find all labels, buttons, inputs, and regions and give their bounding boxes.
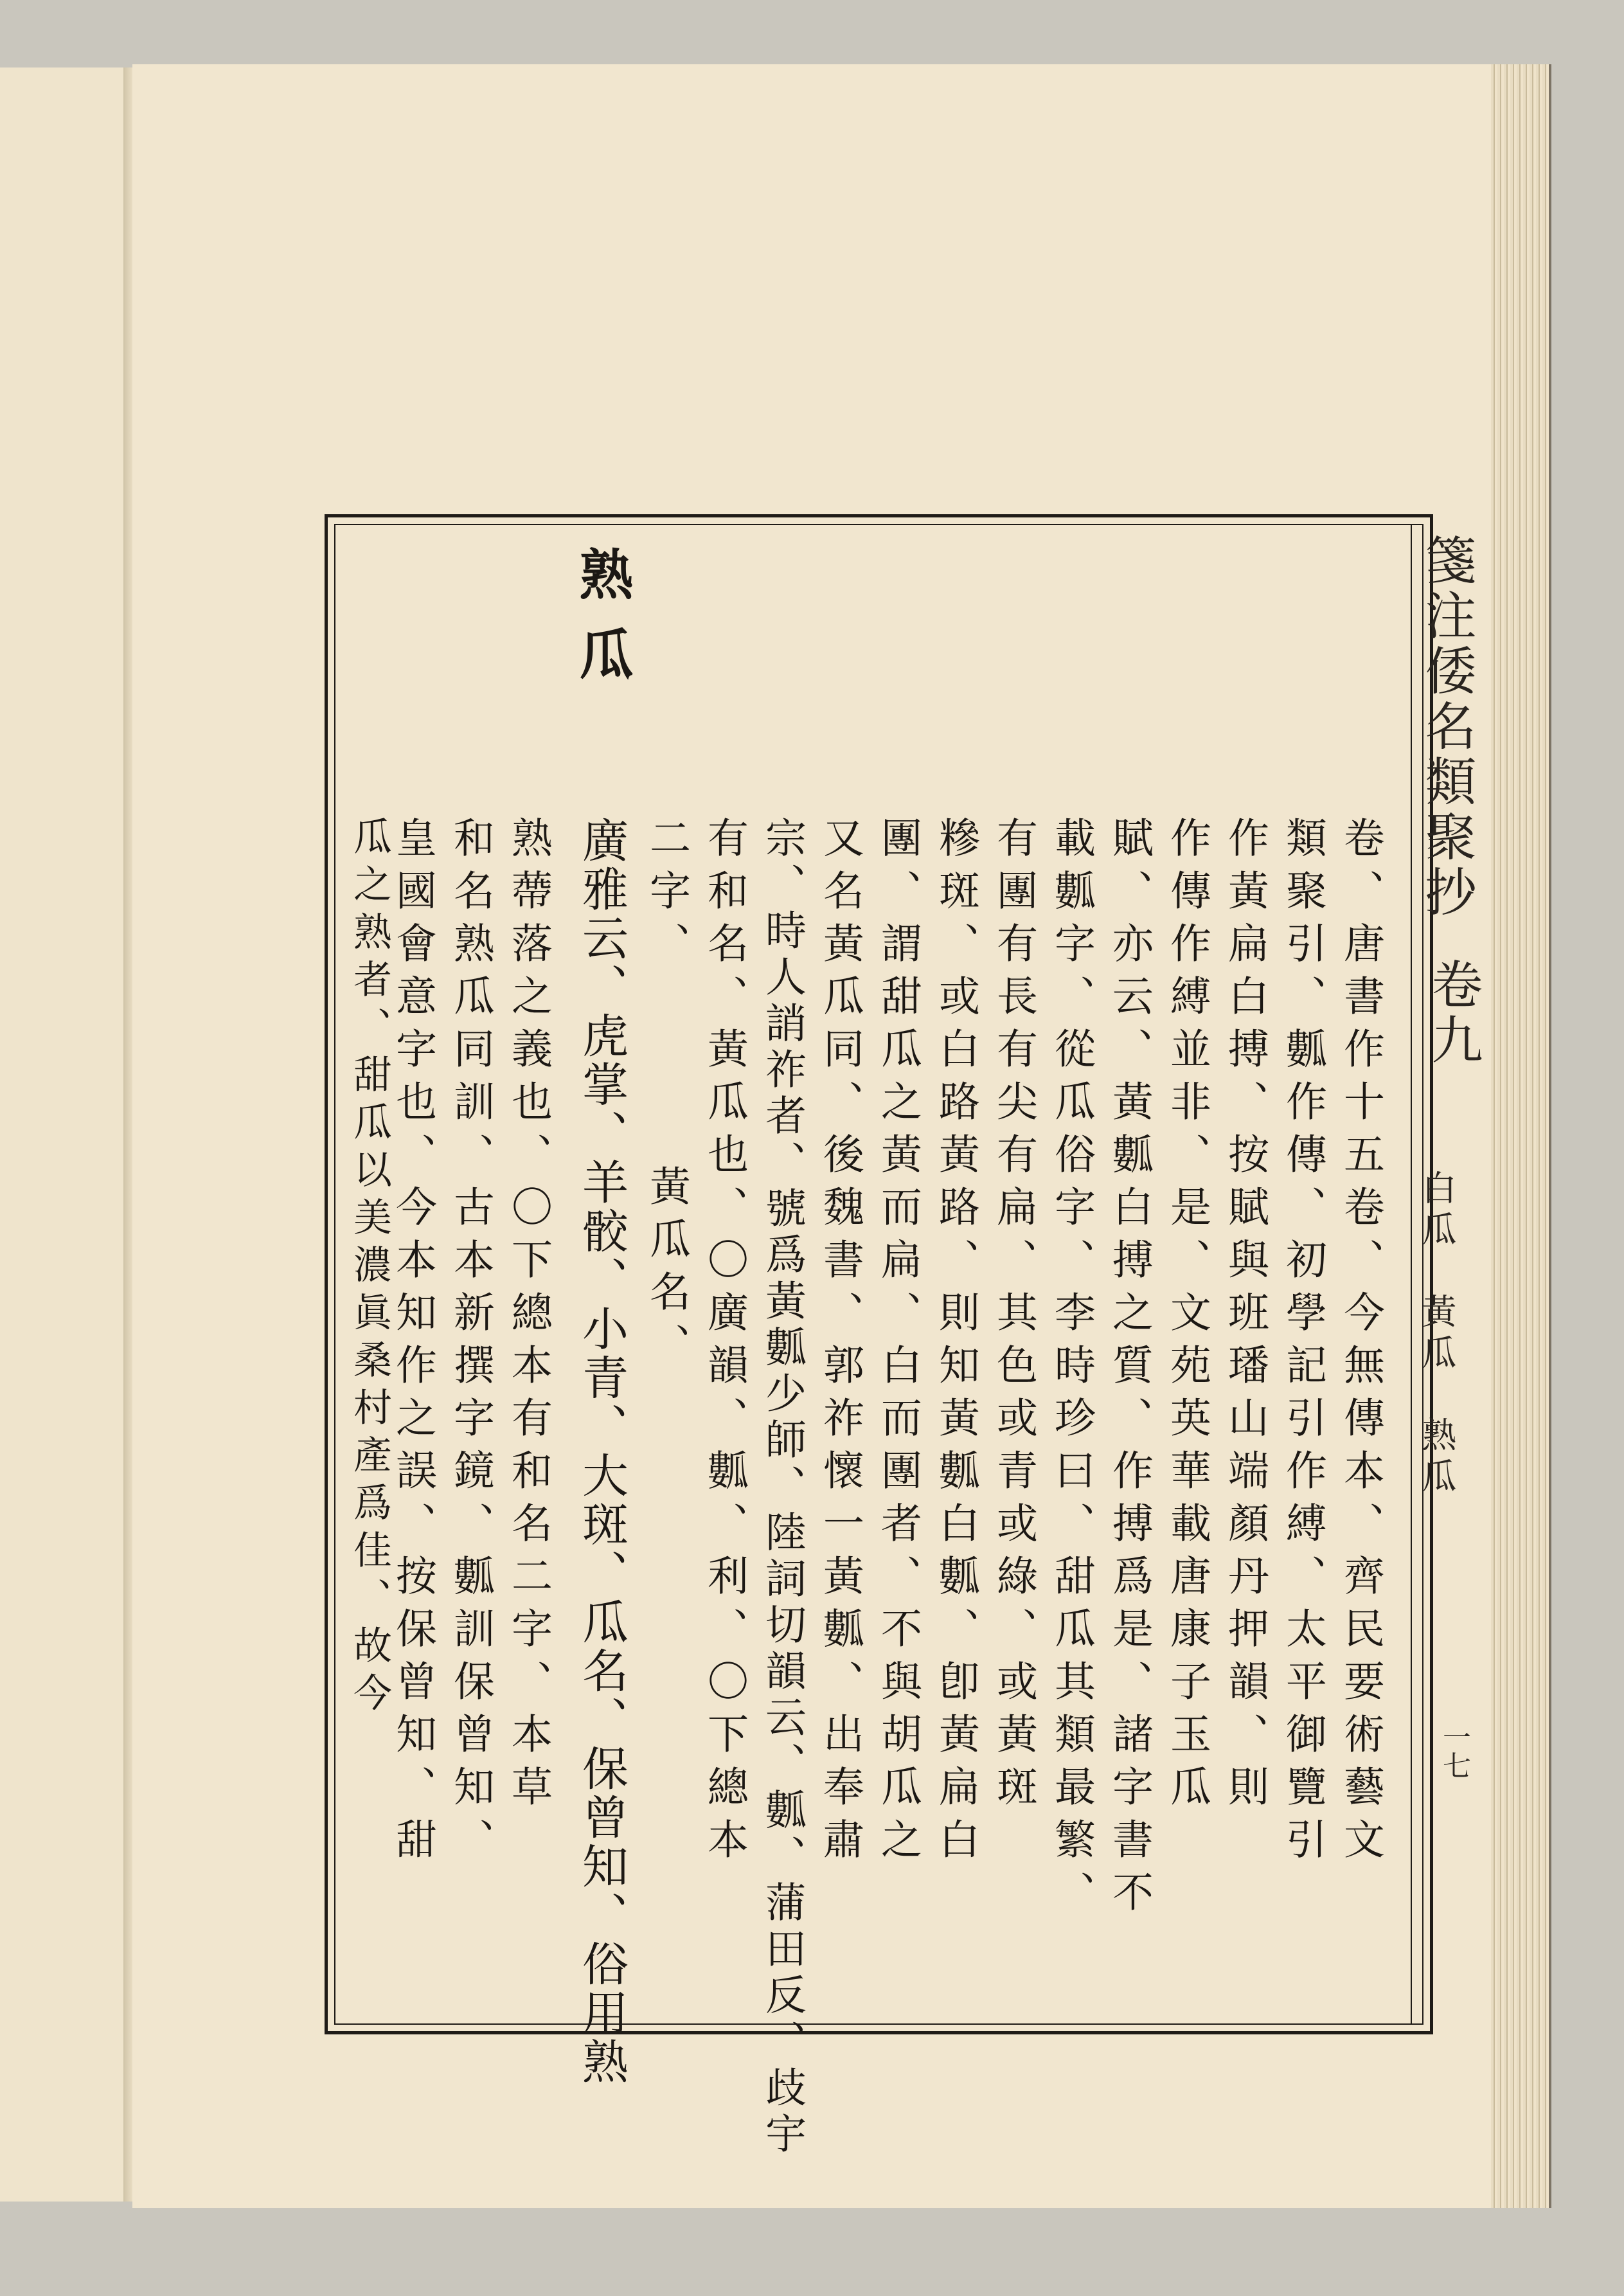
left-page: [0, 67, 125, 2202]
text-column-8: 糝斑、或白路黃路、則知黃𤬏白𤬏、卽黃扁白: [932, 816, 979, 1870]
text-column-5: 賦、亦云、黃𤬏白搏之質、作搏爲是、諸字書不: [1105, 816, 1153, 1923]
text-column-9: 團、謂甜瓜之黃而扁、白而團者、不與胡瓜之: [874, 816, 922, 1870]
text-column-18: 瓜之熟者、甜瓜以美濃眞桑村產爲佳、故今: [347, 816, 392, 1720]
page-number: 一七: [1438, 1723, 1470, 1779]
text-column-6: 載𤬏字、從瓜俗字、李時珍曰、甜瓜其類最繁、: [1048, 816, 1095, 1923]
text-column-7: 有團有長有尖有扁、其色或青或綠、或黃斑: [990, 816, 1037, 1818]
book-title: 箋注倭名類聚抄: [1416, 534, 1476, 920]
text-column-11: 宗、時人誚祚者、號爲黃𤬏少師、陸詞切韻云、𤬏、蒲田反、歧宇: [758, 816, 806, 2158]
text-column-2: 類聚引、𤬏作傳、初學記引作縛、太平御覽引: [1279, 816, 1326, 1870]
text-column-13: 二字、 黃瓜名、: [643, 816, 690, 1376]
text-column-1: 卷、唐書作十五卷、今無傳本、齊民要術藝文: [1337, 816, 1384, 1870]
entry-heading: 熟瓜: [571, 546, 634, 706]
margin-rule: [1411, 524, 1412, 2025]
text-column-4: 作傳作縛並非、是、文苑英華載唐康子玉瓜: [1163, 816, 1211, 1818]
section-titles: 白瓜 黃瓜 熟瓜: [1416, 1170, 1457, 1499]
book-gutter: [123, 67, 132, 2202]
page-edges: [1491, 64, 1551, 2208]
text-column-14: 廣雅云、虎掌、羊骹、小青、大斑、瓜名、保曾知、俗用熟: [575, 816, 629, 2086]
volume-label: 卷九: [1423, 958, 1483, 1068]
text-column-17: 皇國會意字也、今本知作之誤、按保曾知、甜: [389, 816, 436, 1870]
text-column-16: 和名熟瓜同訓、古本新撰字鏡、𤬏訓保曾知、: [447, 816, 494, 1870]
text-column-10: 又名黃瓜同、後魏書、郭祚懷一黃𤬏、出奉肅: [816, 816, 864, 1870]
text-column-3: 作黃扁白搏、按賦與班璠山端顏丹押韻、則: [1221, 816, 1269, 1818]
text-column-12: 有和名、黃瓜也、〇廣韻、𤬏、利、〇下總本: [700, 816, 748, 1870]
text-column-15: 熟蔕落之義也、〇下總本有和名二字、本草: [504, 816, 552, 1818]
